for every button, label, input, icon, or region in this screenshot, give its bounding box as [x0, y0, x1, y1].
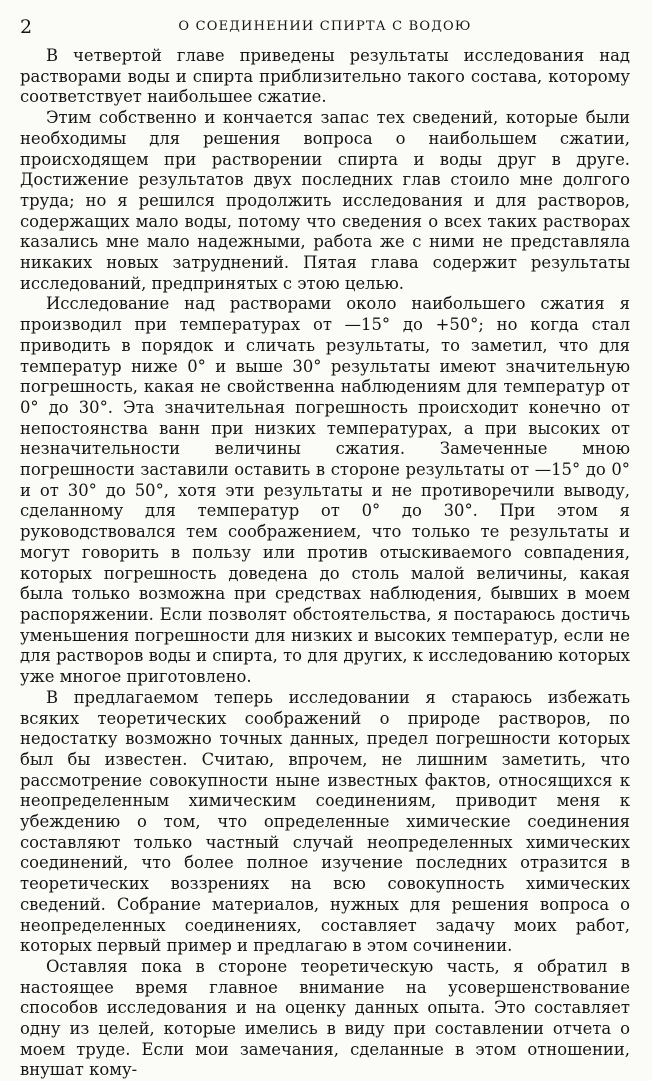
paragraph-2: Этим собственно и кончается запас тех сведений, которые были необходимы для решения вопроса о наибольшем сжатии, происходящем при растворении спирта и воды друг в друге. Достижение результатов двух последних глав стоило мне долгого труда; но я решился продолжить исследования и для растворов, содержащих мало воды, потому что сведения о всех таких растворах казались мне мало надежными, работа же с ними не представляла никаких новых затруднений. Пятая глава содержит результаты исследований, предпринятых с этою целью. — [20, 108, 630, 293]
body-text — [20, 46, 630, 1081]
paragraph-5: Оставляя пока в стороне теоретическую часть, я обратил в настоящее время главное внимание на усовершенствование способов исследования и на оценку данных опыта. Это составляет одну из целей, которые имелись в виду при составлении отчета о моем труде. Если мои замечания, сделанные в этом отношении, внушат кому- — [20, 956, 630, 1080]
page-header — [20, 10, 630, 36]
paragraph-3: Исследование над растворами около наибольшего сжатия я производил при температурах от —15° до +50°; но когда стал приводить в порядок и сличать результаты, то заметил, что для температур ниже 0° и выше 30° результаты имеют значительную погрешность, какая не свойственна наблюдениям для температур от 0° до 30°. Эта значительная погрешность происходит конечно от непостоянства ванн при низких температурах, а при высоких от незначительности величины сжатия. Замеченные мною погрешности заставили оставить в стороне результаты от —15° до 0° и от 30° до 50°, хотя эти результаты и не противоречили выводу, сделанному для температур от 0° до 30°. При этом я руководствовался тем соображением, что только те результаты и могут говорить в пользу или против отыскиваемого совпадения, которых погрешность доведена до столь малой величины, какая была только возможна при средствах наблюдения, бывших в моем распоряжении. Если позволят обстоятельства, я постараюсь достичь уменьшения погрешности для низких и высоких температур, если не для растворов воды и спирта, то для других, к исследованию которых уже многое приготовлено. — [20, 294, 630, 687]
page-number: 2 — [20, 16, 33, 38]
paragraph-1: В четвертой главе приведены результаты исследования над растворами воды и спирта приблизительно такого состава, которому соответствует наибольшее сжатие. — [20, 46, 630, 107]
paragraph-4: В предлагаемом теперь исследовании я стараюсь избежать всяких теоретических соображений о природе растворов, по недостатку возможно точных данных, предел погрешности которых был бы известен. Считаю, впрочем, не лишним заметить, что рассмотрение совокупности ныне известных фактов, относящихся к неопределенным химическим соединениям, приводит меня к убеждению о том, что определенные химические соединения составляют только частный случай неопределенных химических соединений, что более полное изучение последних отразится в теоретических воззрениях на всю совокупность химических сведений. Собрание материалов, нужных для решения вопроса о неопределенных соединениях, составляет задачу моих работ, которых первый пример и предлагаю в этом сочинении. — [20, 687, 630, 956]
running-title: О СОЕДИНЕНИИ СПИРТА С ВОДОЮ — [178, 19, 472, 34]
